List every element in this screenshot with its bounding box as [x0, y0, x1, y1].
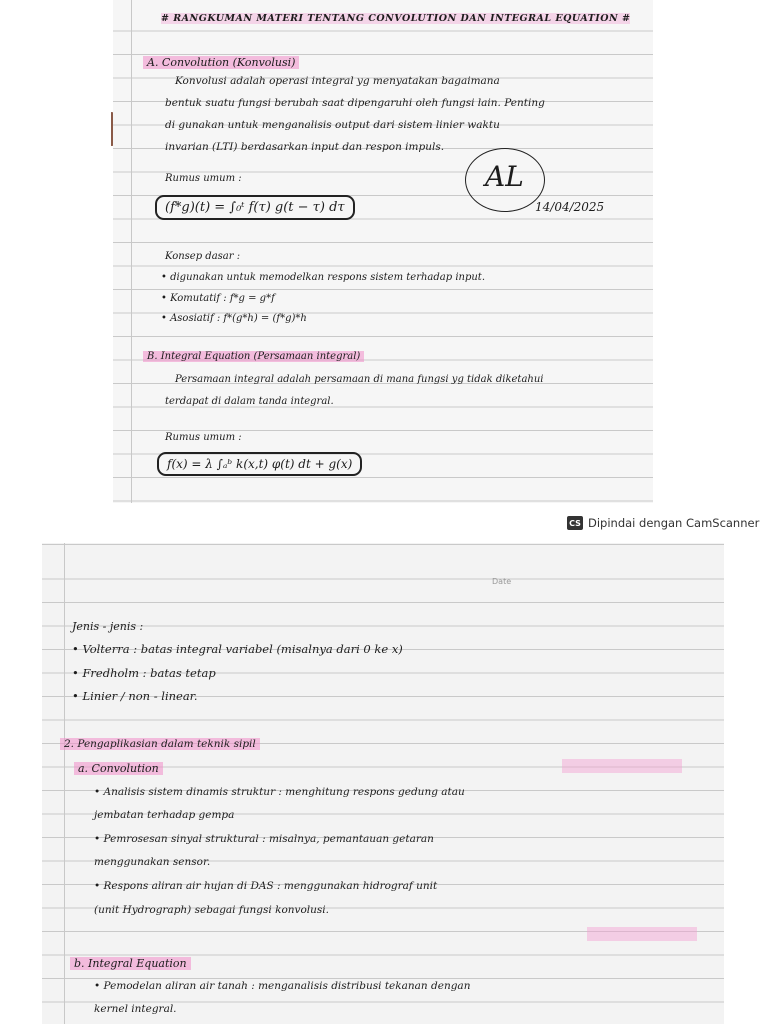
camscanner-badge	[567, 512, 759, 534]
konsep-dasar-label: Konsep dasar :	[165, 251, 241, 262]
section-b-body-line: Persamaan integral adalah persamaan di mana fungsi yg tidak diketahui	[175, 374, 544, 385]
sub-a-item: menggunakan sensor.	[94, 856, 211, 868]
konsep-dasar-item: • Komutatif : f*g = g*f	[161, 293, 275, 304]
notebook-page-2	[42, 543, 724, 1024]
section-2-heading	[60, 738, 260, 750]
sub-b-heading-text: b. Integral Equation	[70, 957, 191, 970]
rumus-umum-label-b: Rumus umum :	[165, 432, 242, 443]
sub-b-item: • Pemodelan aliran air tanah : menganalisis distribusi tekanan dengan	[94, 980, 471, 992]
highlight-mark	[562, 759, 682, 773]
sub-a-item: • Analisis sistem dinamis struktur : menghitung respons gedung atau	[94, 786, 465, 798]
section-b-heading	[143, 351, 364, 362]
sub-b-item: kernel integral.	[94, 1003, 177, 1015]
section-a-heading-text: A. Convolution (Konvolusi)	[143, 56, 299, 69]
margin-line	[131, 0, 132, 503]
convolution-formula: (f*g)(t) = ∫₀ᵗ f(τ) g(t − τ) dτ	[155, 195, 355, 220]
page-title-text: # RANGKUMAN MATERI TENTANG CONVOLUTION DAN INTEGRAL EQUATION #	[161, 13, 631, 24]
sub-a-item: (unit Hydrograph) sebagai fungsi konvolusi.	[94, 904, 329, 916]
signature-initials: AL	[485, 160, 524, 193]
sub-b-heading	[70, 957, 191, 970]
camscanner-label: Dipindai dengan CamScanner	[588, 516, 760, 530]
konsep-dasar-item: • digunakan untuk memodelkan respons sistem terhadap input.	[161, 272, 486, 283]
rumus-umum-label: Rumus umum :	[165, 173, 242, 184]
section-a-heading	[143, 56, 299, 69]
sub-a-item: • Pemrosesan sinyal struktural : misalnya, pemantauan getaran	[94, 833, 434, 845]
section-b-body-line: terdapat di dalam tanda integral.	[165, 396, 334, 407]
sub-a-heading	[74, 762, 163, 775]
camscanner-icon: CS	[567, 516, 583, 530]
highlight-mark	[587, 927, 697, 941]
section-a-body-line: di gunakan untuk menganalisis output dari sistem linier waktu	[165, 119, 500, 131]
section-a-body-line: bentuk suatu fungsi berubah saat dipengaruhi oleh fungsi lain. Penting	[165, 97, 545, 109]
jenis-label: Jenis - jenis :	[72, 620, 144, 633]
section-2-heading-text: 2. Pengaplikasian dalam teknik sipil	[60, 738, 260, 750]
page-title	[161, 13, 630, 24]
jenis-item: • Fredholm : batas tetap	[72, 666, 216, 680]
section-a-body-line: Konvolusi adalah operasi integral yg menyatakan bagaimana	[175, 75, 500, 87]
margin-line	[64, 543, 65, 1024]
section-b-heading-text: B. Integral Equation (Persamaan integral)	[143, 351, 364, 362]
sub-a-item: • Respons aliran air hujan di DAS : menggunakan hidrograf unit	[94, 880, 438, 892]
konsep-dasar-item: • Asosiatif : f*(g*h) = (f*g)*h	[161, 313, 307, 324]
sub-a-item: jembatan terhadap gempa	[94, 809, 235, 821]
sub-a-heading-text: a. Convolution	[74, 762, 163, 775]
date-label: Date	[492, 577, 512, 586]
integral-formula: f(x) = λ ∫ₐᵇ k(x,t) φ(t) dt + g(x)	[157, 452, 362, 476]
section-a-body-line: invarian (LTI) berdasarkan input dan respon impuls.	[165, 141, 445, 153]
jenis-item: • Volterra : batas integral variabel (misalnya dari 0 ke x)	[72, 642, 403, 656]
jenis-item: • Linier / non - linear.	[72, 689, 198, 703]
signature-date: 14/04/2025	[535, 200, 605, 214]
notebook-page-1	[113, 0, 653, 503]
